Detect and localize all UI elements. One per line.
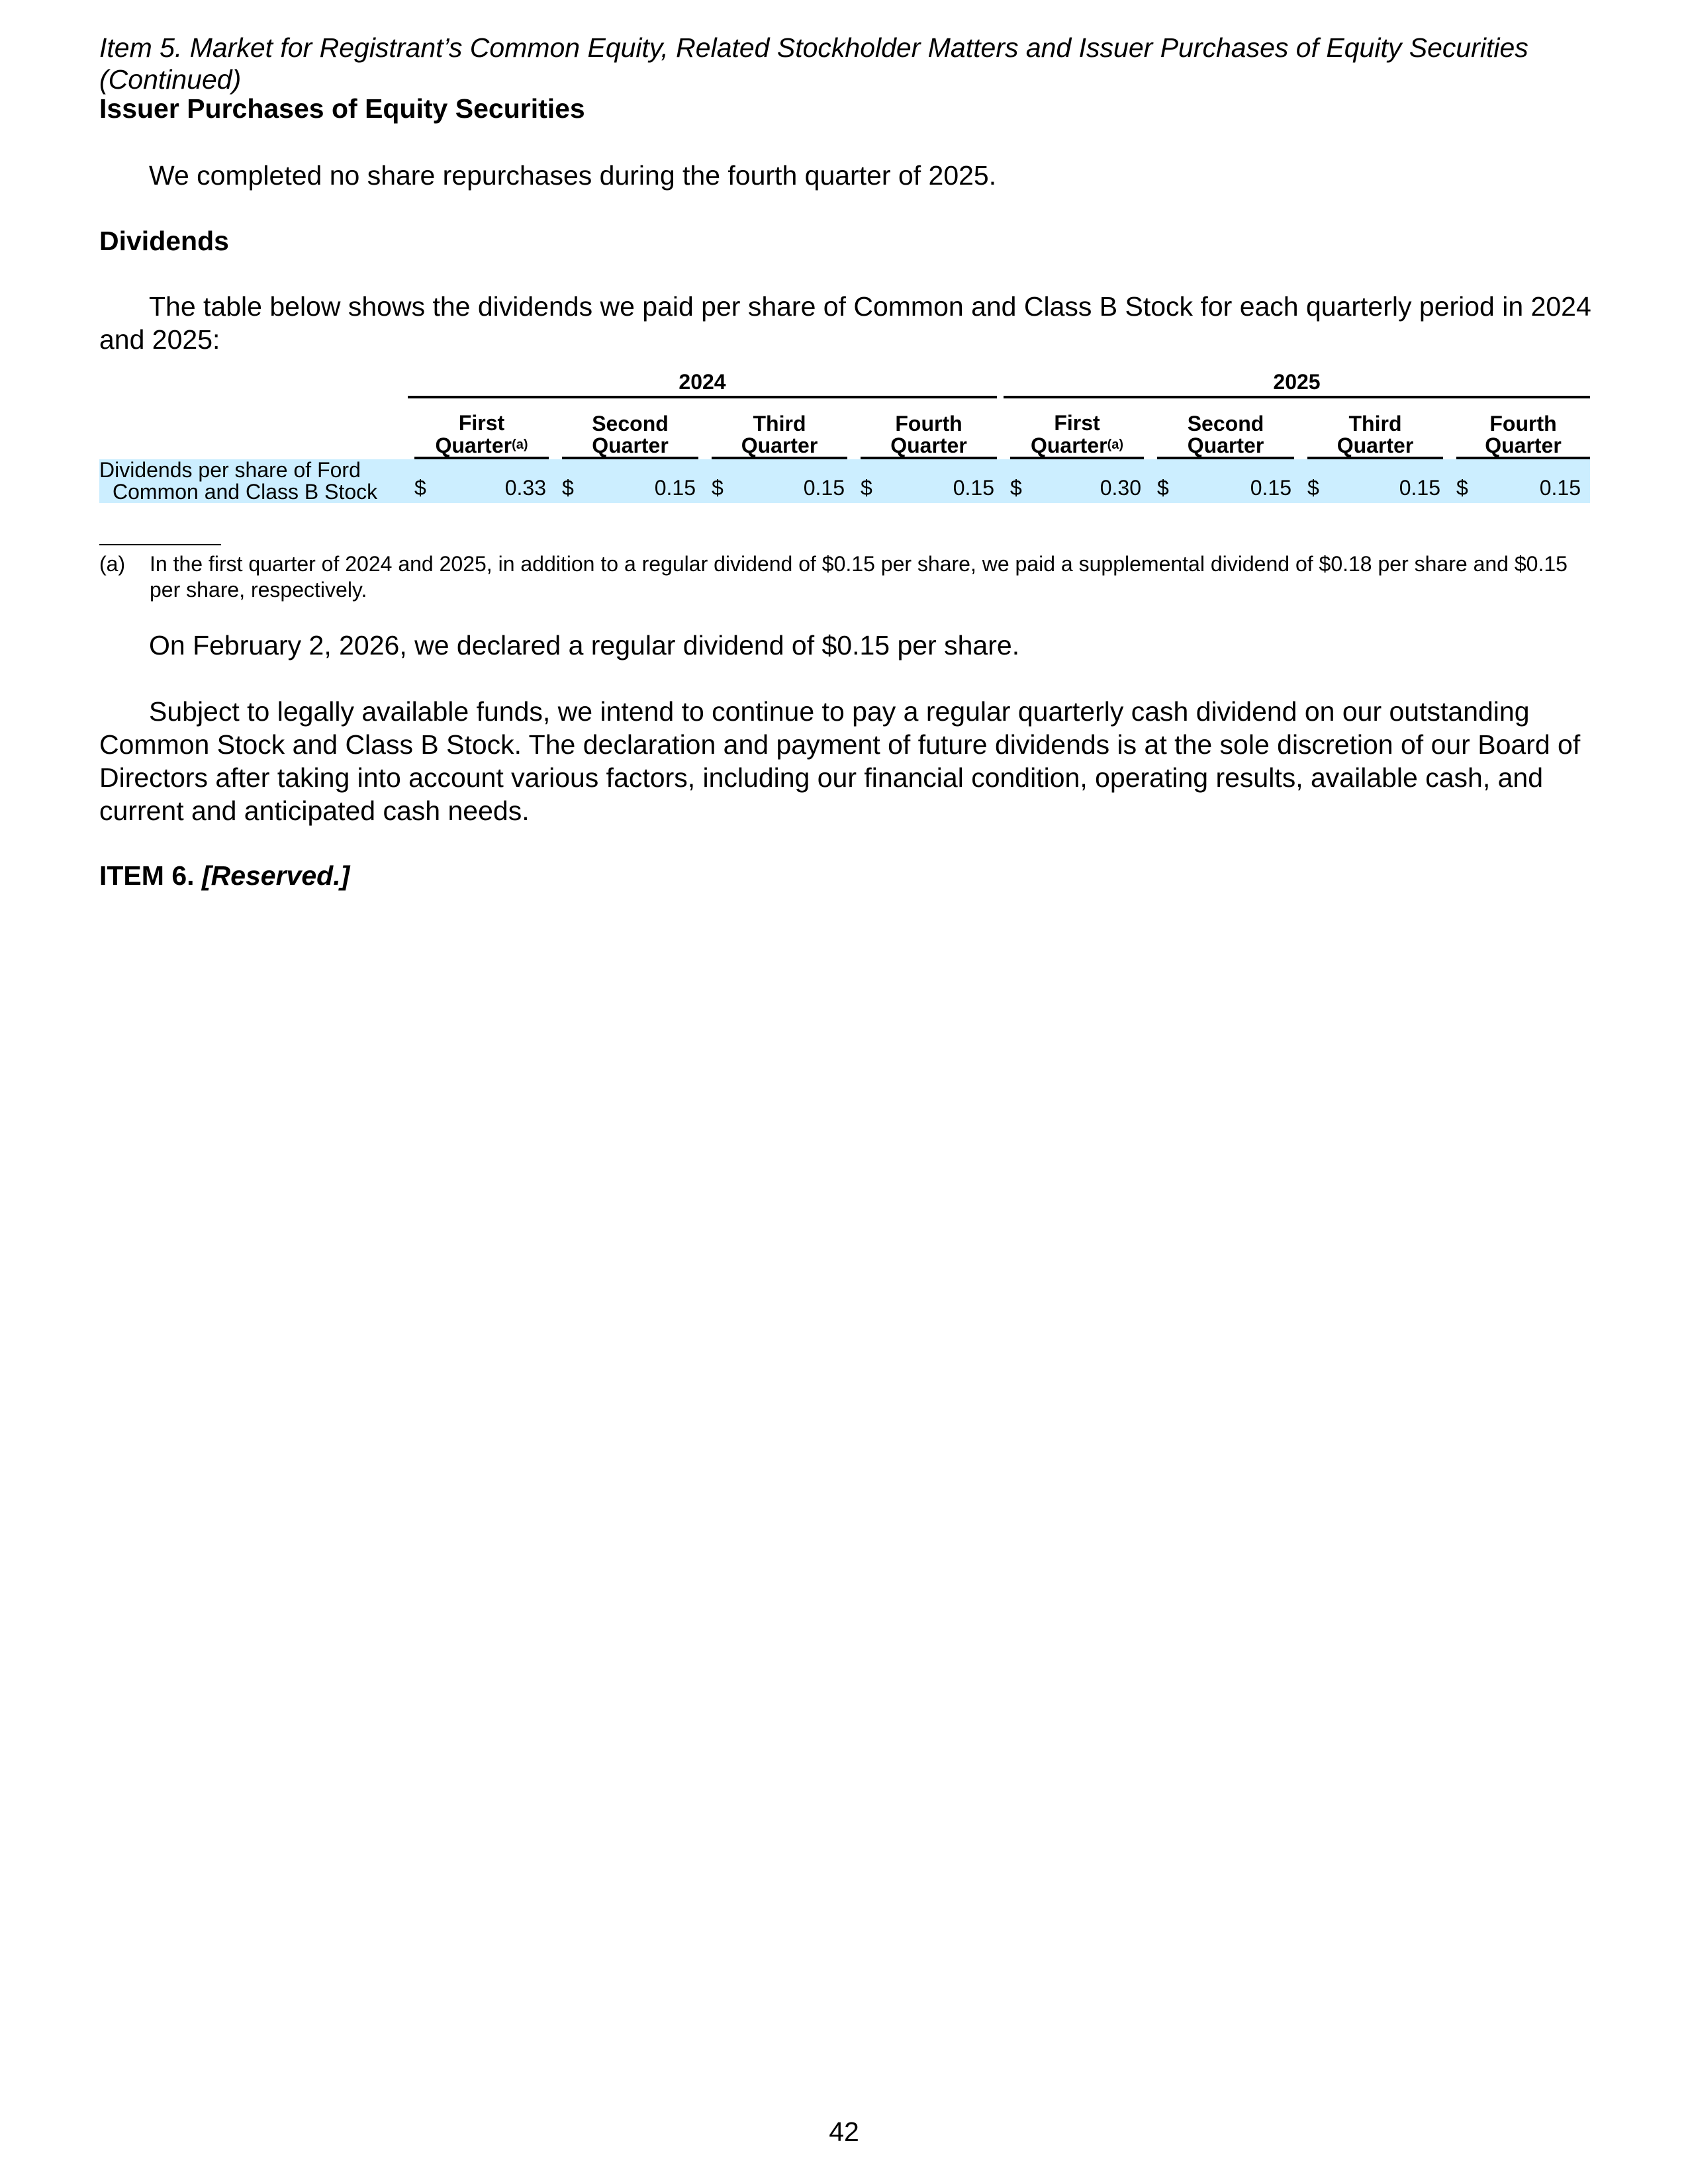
dividend-value: 0.15 — [953, 476, 994, 500]
dividend-value: 0.15 — [1250, 476, 1291, 500]
value-cell — [555, 459, 705, 503]
quarter-header: Second Quarter — [1150, 398, 1301, 459]
page-number: 42 — [829, 2116, 859, 2147]
dividend-value: 0.30 — [1100, 476, 1141, 500]
quarter-header: Fourth Quarter — [854, 398, 1004, 459]
value-cell — [1301, 459, 1450, 503]
quarter-header-row — [99, 398, 1590, 459]
dividend-value: 0.33 — [504, 476, 546, 500]
footnote-ref: (a) — [1107, 437, 1124, 452]
currency-symbol: $ — [1157, 476, 1169, 500]
footnote-a — [99, 551, 1595, 603]
year-header-row — [99, 368, 1590, 398]
issuer-purchases-heading: Issuer Purchases of Equity Securities — [99, 93, 585, 124]
dividend-value: 0.15 — [803, 476, 845, 500]
currency-symbol: $ — [1010, 476, 1022, 500]
item-6-title: [Reserved.] — [201, 860, 350, 891]
footnote-ref: (a) — [512, 437, 528, 452]
dividends-intro-paragraph: The table below shows the dividends we paid per share of Common and Class B Stock for each quarterly period in 2024 and 2025: — [99, 291, 1591, 355]
footnote-marker: (a) — [99, 552, 126, 576]
value-cell — [1150, 459, 1301, 503]
dividends-table — [99, 368, 1590, 503]
value-cell — [408, 459, 555, 503]
quarter-header: Fourth Quarter — [1450, 398, 1590, 459]
currency-symbol: $ — [562, 476, 574, 500]
item-5-header: Item 5. Market for Registrant’s Common Equity, Related Stockholder Matters and Issuer Purchases of Equity Securities (Continued) — [99, 32, 1528, 95]
value-cell — [705, 459, 854, 503]
quarter-header: First Quarter$^{(a)}$ — [1004, 398, 1150, 459]
dividend-value: 0.15 — [654, 476, 696, 500]
footnote-rule — [99, 544, 221, 545]
declaration-paragraph: On February 2, 2026, we declared a regular dividend of $0.15 per share. — [149, 630, 1020, 660]
dividend-value: 0.15 — [1399, 476, 1440, 500]
currency-symbol: $ — [1307, 476, 1319, 500]
year-header-2024: 2024 — [408, 368, 1004, 398]
table-row — [99, 459, 1590, 503]
currency-symbol: $ — [414, 476, 426, 500]
currency-symbol: $ — [712, 476, 724, 500]
dividends-heading: Dividends — [99, 226, 229, 256]
currency-symbol: $ — [1456, 476, 1468, 500]
quarter-header: First Quarter$^{(a)}$ — [408, 398, 555, 459]
footnote-text: In the first quarter of 2024 and 2025, in addition to a regular dividend of $0.15 per share, we paid a supplemental dividend of $0.18 per share and $0.15 per share, respectively. — [150, 552, 1568, 602]
row-label: Dividends per share of Ford Common and Class B Stock — [99, 459, 408, 503]
repurchases-paragraph: We completed no share repurchases during the fourth quarter of 2025. — [149, 160, 997, 191]
currency-symbol: $ — [861, 476, 872, 500]
dividend-value: 0.15 — [1539, 476, 1581, 500]
dividend-policy-paragraph: Subject to legally available funds, we intend to continue to pay a regular quarterly cash dividend on our outstanding Common Stock and Class B Stock. The declaration and payment of future dividends is at the sole discretion of our Board of Directors after taking into account various factors, including our financial condition, operating results, available cash, and current and anticipated cash needs. — [99, 696, 1581, 826]
quarter-header: Second Quarter — [555, 398, 705, 459]
value-cell — [854, 459, 1004, 503]
value-cell — [1004, 459, 1150, 503]
quarter-header: Third Quarter — [705, 398, 854, 459]
year-header-2025: 2025 — [1004, 368, 1590, 398]
quarter-header: Third Quarter — [1301, 398, 1450, 459]
item-6-heading: ITEM 6. [Reserved.] — [99, 860, 350, 891]
value-cell — [1450, 459, 1590, 503]
